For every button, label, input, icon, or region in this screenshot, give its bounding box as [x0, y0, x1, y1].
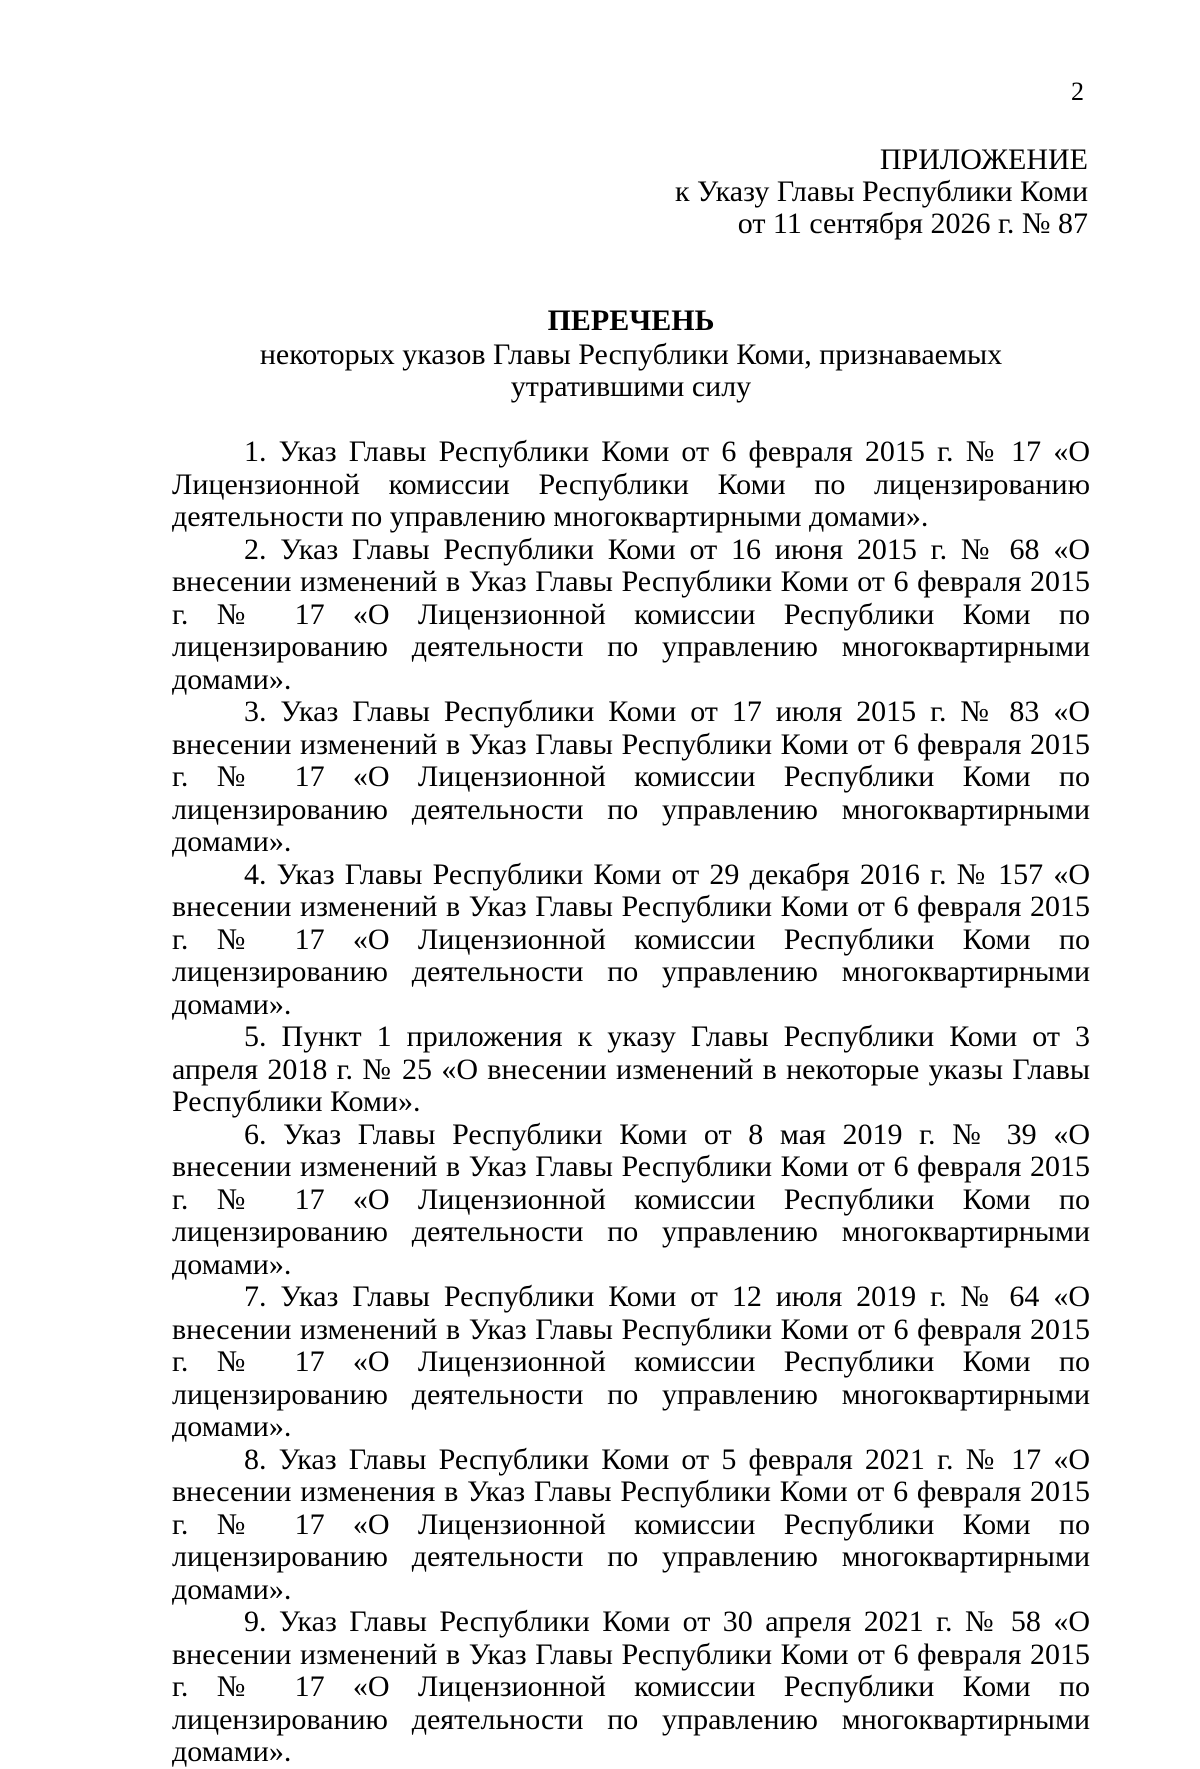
- decree-list-item: 7. Указ Главы Республики Коми от 12 июля 2019 г. № 64 «О внесении изменений в Указ Главы Республики Коми от 6 февраля 2015 г. № 17 «О Лицензионной комиссии Республики Коми по лицензированию деятельности по управлению многоквартирными домами».: [172, 1280, 1090, 1443]
- decree-list-item: 3. Указ Главы Республики Коми от 17 июля 2015 г. № 83 «О внесении изменений в Указ Главы Республики Коми от 6 февраля 2015 г. № 17 «О Лицензионной комиссии Республики Коми по лицензированию деятельности по управлению многоквартирными домами».: [172, 695, 1090, 858]
- decree-list-item: 6. Указ Главы Республики Коми от 8 мая 2019 г. № 39 «О внесении изменений в Указ Главы Республики Коми от 6 февраля 2015 г. № 17 «О Лицензионной комиссии Республики Коми по лицензированию деятельности по управлению многоквартирными домами».: [172, 1117, 1090, 1281]
- document-title: ПЕРЕЧЕНЬ: [547, 304, 715, 337]
- decree-list: [172, 436, 1090, 1769]
- decree-list-item: 4. Указ Главы Республики Коми от 29 декабря 2016 г. № 157 «О внесении изменений в Указ Главы Республики Коми от 6 февраля 2015 г. № 17 «О Лицензионной комиссии Республики Коми по лицензированию деятельности по управлению многоквартирными домами».: [172, 857, 1090, 1021]
- document-heading: [172, 305, 1090, 403]
- decree-list-item: 1. Указ Главы Республики Коми от 6 февраля 2015 г. № 17 «О Лицензионной комиссии Республики Коми по лицензированию деятельности по управлению многоквартирными домами».: [172, 435, 1090, 533]
- document-subtitle-line-1: некоторых указов Главы Республики Коми, признаваемых: [259, 338, 1003, 371]
- appendix-block: [675, 144, 1088, 240]
- page-number: 2: [1071, 77, 1084, 106]
- appendix-decree-reference: к Указу Главы Республики Коми: [674, 175, 1088, 208]
- decree-list-item: 2. Указ Главы Республики Коми от 16 июня 2015 г. № 68 «О внесении изменений в Указ Главы Республики Коми от 6 февраля 2015 г. № 17 «О Лицензионной комиссии Республики Коми по лицензированию деятельности по управлению многоквартирными домами».: [172, 532, 1090, 696]
- appendix-decree-date: от 11 сентября 2026 г. № 87: [737, 207, 1088, 240]
- decree-list-item: 9. Указ Главы Республики Коми от 30 апреля 2021 г. № 58 «О внесении изменений в Указ Главы Республики Коми от 6 февраля 2015 г. № 17 «О Лицензионной комиссии Республики Коми по лицензированию деятельности по управлению многоквартирными домами».: [172, 1605, 1090, 1768]
- decree-list-item: 8. Указ Главы Республики Коми от 5 февраля 2021 г. № 17 «О внесении изменения в Указ Главы Республики Коми от 6 февраля 2015 г. № 17 «О Лицензионной комиссии Республики Коми по лицензированию деятельности по управлению многоквартирными домами».: [172, 1442, 1090, 1606]
- appendix-label: ПРИЛОЖЕНИЕ: [879, 143, 1088, 176]
- document-subtitle-line-2: утратившими силу: [510, 370, 752, 403]
- decree-list-item: 5. Пункт 1 приложения к указу Главы Республики Коми от 3 апреля 2018 г. № 25 «О внесении изменений в некоторые указы Главы Республики Коми».: [172, 1020, 1090, 1118]
